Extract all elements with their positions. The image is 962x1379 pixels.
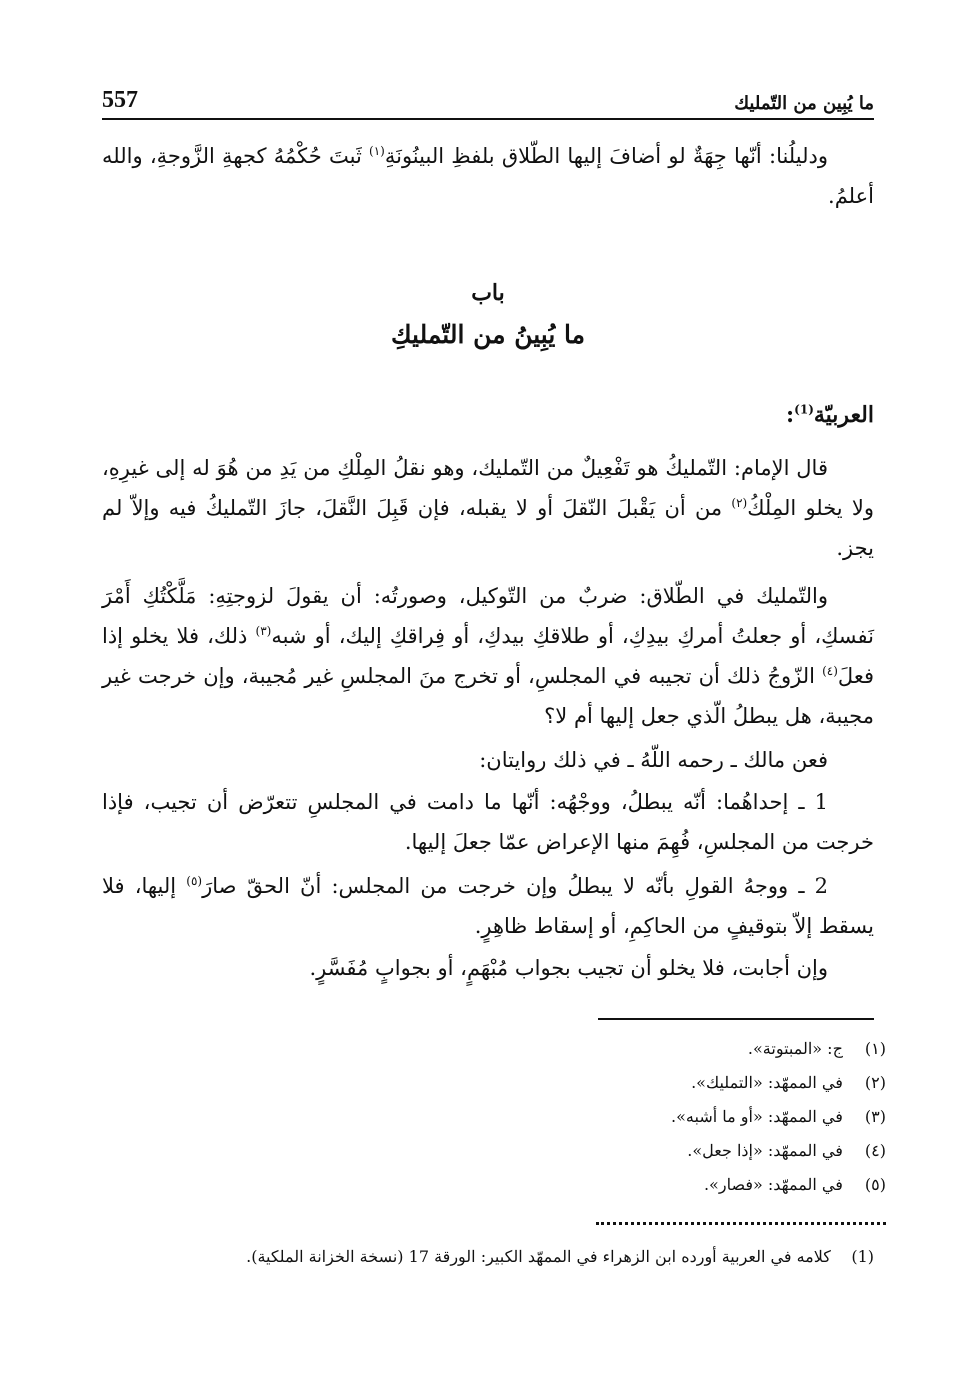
editor-note-number: (1) (851, 1247, 874, 1266)
paragraph-second-view (102, 866, 874, 946)
p5-text-a: 2 ـ ووجهُ القولِ بأنّه لا يبطلُ وإن خرجت من المجلس: أنّ الحقّ صارَ (202, 874, 828, 898)
editor-note-divider (596, 1222, 886, 1225)
footnote-item (400, 1032, 886, 1066)
footnote-number: (١) (864, 1039, 886, 1058)
footnote-ref: (٤) (822, 664, 838, 678)
footnotes-list (400, 1032, 886, 1202)
p1-text-b: من أن يَقْبلَ النّقلَ أو لا يقبله، فإن قَبِلَ النَّقلَ، جازَ التّمليكُ فيه وإلاّ لم يجز. (102, 496, 874, 560)
footnote-ref: (١) (369, 144, 385, 158)
page-number: 557 (102, 87, 138, 113)
paragraph-first-view: 1 ـ إحداهُما: أنّه يبطلُ، ووجْهُه: أنّها ما دامت في المجلسِ تتعرّض أن تجيب، فإذا خرجت من المجلسِ، فُهِمَ منها الإعراض عمّا جعلَ إليها. (102, 790, 874, 854)
chapter-bab: باب (471, 280, 505, 306)
chapter-title: ما يُبِينُ من التّمليكِ (390, 320, 586, 349)
p2-text-c: الزّوجُ ذلك أن تجيبه في المجلسِ، أو تخرج منَ المجلسِ غير مُجيبة، وإن خرجت غير مجيبة، هل يبطلُ الّذي جعل إليها أم لا؟ (102, 664, 874, 728)
footnote-item (400, 1100, 886, 1134)
footnote-number: (٥) (864, 1175, 886, 1194)
p2-text-b: ذلك، فلا يخلو إذا فعلَ (102, 624, 874, 688)
footnote-number: (٣) (864, 1107, 886, 1126)
section-label-ref: (1) (794, 402, 814, 417)
p5-text-b: إليها، فلا يسقط إلاّ بتوقيفٍ من الحاكِمِ، أو إسقاط ظاهِرٍ. (102, 874, 874, 938)
editor-note (246, 1240, 874, 1274)
intro-text-b: ثَبتَ حُكْمُهُ كجهةِ الزَّوجةِ، والله أعلمُ. (102, 144, 874, 208)
intro-paragraph (102, 136, 874, 216)
footnote-number: (٢) (864, 1073, 886, 1092)
footnote-item (400, 1066, 886, 1100)
footnote-ref: (٢) (731, 496, 748, 510)
footnote-number: (٤) (864, 1141, 886, 1160)
page-header (102, 82, 874, 120)
section-label-colon: : (786, 402, 795, 428)
paragraph-definition (102, 448, 874, 568)
footnote-text: في الممهّد: «التمليك». (691, 1073, 843, 1092)
footnote-text: في الممهّد: «أو ما أشبه». (671, 1107, 843, 1126)
p1-text-a: قال الإمام: التّمليكُ هو تَفْعِيلٌ من التّمليك، وهو نقلُ المِلْكِ من يَدِ من هُوَ له إلى غيرِهِ، ولا يخلو المِلْكُ (102, 456, 874, 520)
footnote-text: ج: «المبتوتة». (747, 1039, 843, 1058)
section-label-arabiyya (786, 397, 874, 433)
paragraph-answer: وإن أجابت، فلا يخلو أن تجيب بجواب مُبْهَمٍ، أو بجوابٍ مُفَسَّرٍ. (309, 956, 828, 980)
footnote-ref: (٣) (255, 624, 272, 638)
paragraph-malik: فعن مالك ـ رحمه اللّهُ ـ في ذلك روايتان: (479, 748, 828, 772)
editor-note-text: كلامه في العربية أورده ابن الزهراء في الممهّد الكبير: الورقة 17 (نسخة الخزانة الملكية). (246, 1247, 831, 1266)
intro-text-a: ودليلُنا: أنّها جِهَةٌ لو أضافَ إليها الطّلاق بلفظِ البينُونَةِ (384, 144, 828, 168)
footnote-item (400, 1168, 886, 1202)
p2-text-a: والتّمليك في الطّلاق: ضربٌ من التّوكيل، وصورتُه: أن يقولَ لزوجتِهِ: مَلَّكْتُكِ أَمْرَ نَفسكِ، أو جعلتُ أمركِ بيدِكِ، أو طلاقكِ بيدكِ، أو فِراقكِ إليك، أو شبه (102, 584, 874, 648)
footnote-divider (598, 1018, 874, 1020)
section-label-text: العربيّة (813, 402, 874, 428)
footnote-ref: (٥) (186, 874, 203, 888)
footnote-text: في الممهّد: «فصار». (703, 1175, 843, 1194)
running-title: ما يُبِين من التّمليك (734, 93, 874, 114)
footnote-item (400, 1134, 886, 1168)
paragraph-talaq (102, 576, 874, 736)
footnote-text: في الممهّد: «إذا جعل». (687, 1141, 843, 1160)
